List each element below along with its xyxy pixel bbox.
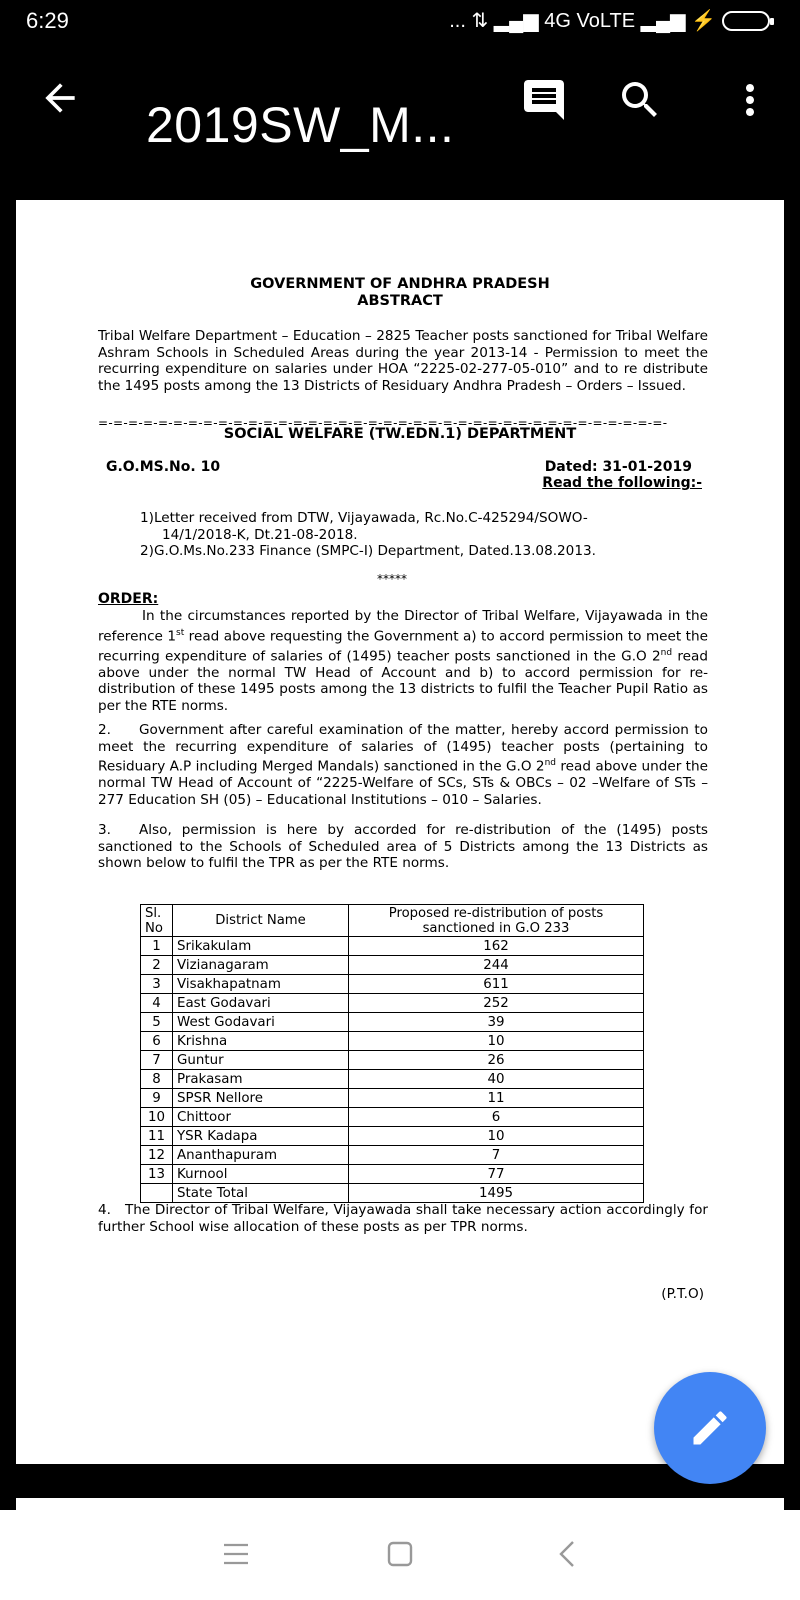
table-row bbox=[141, 937, 644, 956]
table-row bbox=[141, 956, 644, 975]
battery-icon bbox=[722, 11, 770, 31]
navigation-bar bbox=[0, 1510, 800, 1600]
para-2-number: 2. bbox=[98, 722, 111, 738]
row-sl-no: 5 bbox=[141, 1013, 173, 1032]
home-square-icon[interactable] bbox=[380, 1534, 420, 1574]
row-sl-no: 9 bbox=[141, 1089, 173, 1108]
table-row bbox=[141, 1070, 644, 1089]
table-row bbox=[141, 1146, 644, 1165]
row-district-name: West Godavari bbox=[173, 1013, 349, 1032]
para-3-number: 3. bbox=[98, 822, 111, 838]
row-district-name: Guntur bbox=[173, 1051, 349, 1070]
total-value: 1495 bbox=[349, 1184, 644, 1203]
para-2-text-b: read above under the normal TW Head of Account of “2225-Welfare of SCs, STs & OBCs – 02 –Welfare of STs – 277 Education SH (05) – Educational Institutions – 010 – Salaries. bbox=[98, 758, 708, 808]
back-arrow-icon[interactable] bbox=[38, 76, 82, 120]
back-chevron-icon[interactable] bbox=[548, 1534, 588, 1574]
row-posts: 10 bbox=[349, 1127, 644, 1146]
more-vert-icon[interactable] bbox=[726, 76, 774, 124]
table-header-row bbox=[141, 905, 644, 937]
document-title: 2019SW_M... bbox=[146, 97, 455, 153]
row-district-name: Prakasam bbox=[173, 1070, 349, 1089]
total-label: State Total bbox=[173, 1184, 349, 1203]
app-bar bbox=[0, 44, 800, 198]
row-sl-no: 1 bbox=[141, 937, 173, 956]
table-row bbox=[141, 1165, 644, 1184]
department-heading: SOCIAL WELFARE (TW.EDN.1) DEPARTMENT bbox=[223, 426, 577, 442]
row-sl-no: 7 bbox=[141, 1051, 173, 1070]
abstract-text: Tribal Welfare Department – Education – 2825 Teacher posts sanctioned for Tribal Welfare Ashram Schools in Scheduled Areas during the year 2013-14 - Permission to meet the recurring expenditure on salaries under HOA “2225-02-277-05-010” and to re distribute the 1495 posts among the 13 Districts of Residuary Andhra Pradesh – Orders – Issued. bbox=[98, 328, 708, 394]
table-row bbox=[141, 994, 644, 1013]
table-row bbox=[141, 1127, 644, 1146]
row-posts: 244 bbox=[349, 956, 644, 975]
table-body bbox=[141, 937, 644, 1184]
order-p1-text-b: read above requesting the Government a) to accord permission to meet the recurring expenditure of salaries of (1495) teacher posts sanctioned in the G.O 2 bbox=[98, 628, 708, 665]
menu-icon[interactable] bbox=[216, 1534, 256, 1574]
references bbox=[140, 510, 596, 560]
search-icon[interactable] bbox=[616, 76, 664, 124]
row-sl-no: 11 bbox=[141, 1127, 173, 1146]
row-sl-no: 10 bbox=[141, 1108, 173, 1127]
document-page bbox=[16, 200, 784, 1464]
row-district-name: Srikakulam bbox=[173, 937, 349, 956]
row-posts: 6 bbox=[349, 1108, 644, 1127]
status-indicator-text: ... ⇅ ▂▄▆ 4G VoLTE ▂▄▆ ⚡ bbox=[449, 10, 716, 32]
edit-fab-button[interactable] bbox=[654, 1372, 766, 1484]
total-sl-cell bbox=[141, 1184, 173, 1203]
next-page-edge bbox=[16, 1498, 784, 1510]
reference-1: 1)Letter received from DTW, Vijayawada, Rc.No.C-425294/SOWO- bbox=[140, 510, 588, 526]
status-indicators bbox=[449, 8, 770, 33]
para-4-number: 4. bbox=[98, 1202, 111, 1218]
status-bar bbox=[0, 0, 800, 44]
row-district-name: Chittoor bbox=[173, 1108, 349, 1127]
row-posts: 252 bbox=[349, 994, 644, 1013]
header-proposed-posts: Proposed re-distribution of posts sanctioned in G.O 233 bbox=[349, 905, 644, 937]
separator-line: =-=-=-=-=-=-=-=-=-=-=-=-=-=-=-=-=-=-=-=-=-=-=-=-=-=-=-=-=-=-=-=-=-=-=-=-=-=- bbox=[98, 416, 668, 430]
row-district-name: SPSR Nellore bbox=[173, 1089, 349, 1108]
row-posts: 40 bbox=[349, 1070, 644, 1089]
para-4-text: The Director of Tribal Welfare, Vijayawada shall take necessary action accordingly for further School wise allocation of these posts as per TPR norms. bbox=[98, 1202, 708, 1235]
go-date: Dated: 31-01-2019 bbox=[544, 459, 692, 475]
table-row bbox=[141, 975, 644, 994]
order-paragraph-3 bbox=[98, 822, 708, 872]
row-posts: 77 bbox=[349, 1165, 644, 1184]
row-posts: 162 bbox=[349, 937, 644, 956]
order-heading: ORDER: bbox=[98, 591, 159, 607]
row-sl-no: 6 bbox=[141, 1032, 173, 1051]
reference-2: 2)G.O.Ms.No.233 Finance (SMPC-I) Department, Dated.13.08.2013. bbox=[140, 543, 596, 560]
para-2-text-a: Government after careful examination of the matter, hereby accord permission to meet the recurring expenditure of salaries of (1495) teacher posts (pertaining to Residuary A.P including Merged Mandals) sanctioned in the G.O 2 bbox=[98, 722, 708, 775]
row-posts: 39 bbox=[349, 1013, 644, 1032]
table-row bbox=[141, 1032, 644, 1051]
heading-abstract: ABSTRACT bbox=[357, 293, 443, 309]
comment-icon[interactable] bbox=[520, 76, 568, 124]
order-p1-text-c: read above under the normal TW Head of Account and b) to accord permission for re-distribution of these 1495 posts among the 13 districts to fulfil the Teacher Pupil Ratio as per the RTE norms. bbox=[98, 648, 708, 715]
para-3-text: Also, permission is here by accorded for re-distribution of the (1495) posts sanctioned to the Schools of Scheduled area of 5 Districts among the 13 Districts as shown below to fulfil the TPR as per the RTE norms. bbox=[98, 822, 708, 872]
order-p1-sup-1: st bbox=[176, 627, 185, 638]
table-total-row bbox=[141, 1184, 644, 1203]
table-row bbox=[141, 1089, 644, 1108]
row-district-name: YSR Kadapa bbox=[173, 1127, 349, 1146]
row-district-name: East Godavari bbox=[173, 994, 349, 1013]
row-posts: 11 bbox=[349, 1089, 644, 1108]
order-p1-sup-2: nd bbox=[660, 647, 673, 658]
order-paragraph-2 bbox=[98, 722, 708, 809]
row-posts: 7 bbox=[349, 1146, 644, 1165]
pto-label: (P.T.O) bbox=[661, 1286, 704, 1302]
row-sl-no: 3 bbox=[141, 975, 173, 994]
table-row bbox=[141, 1108, 644, 1127]
row-sl-no: 2 bbox=[141, 956, 173, 975]
edit-pencil-icon bbox=[688, 1406, 732, 1450]
stars-divider: ***** bbox=[377, 572, 407, 586]
row-sl-no: 4 bbox=[141, 994, 173, 1013]
heading-government: GOVERNMENT OF ANDHRA PRADESH bbox=[250, 276, 550, 292]
row-district-name: Krishna bbox=[173, 1032, 349, 1051]
row-district-name: Kurnool bbox=[173, 1165, 349, 1184]
row-sl-no: 13 bbox=[141, 1165, 173, 1184]
table-row bbox=[141, 1051, 644, 1070]
row-posts: 611 bbox=[349, 975, 644, 994]
header-sl-no: Sl. No bbox=[141, 905, 173, 937]
row-district-name: Visakhapatnam bbox=[173, 975, 349, 994]
row-posts: 26 bbox=[349, 1051, 644, 1070]
row-posts: 10 bbox=[349, 1032, 644, 1051]
row-district-name: Vizianagaram bbox=[173, 956, 349, 975]
order-p1-text-a: In the circumstances reported by the Director of Tribal Welfare, Vijayawada in the reference 1 bbox=[98, 608, 708, 645]
table-row bbox=[141, 1013, 644, 1032]
read-following: Read the following:- bbox=[542, 475, 702, 491]
go-number: G.O.MS.No. 10 bbox=[106, 459, 221, 475]
para-2-sup: nd bbox=[544, 758, 556, 769]
order-paragraph-4 bbox=[98, 1202, 708, 1235]
order-paragraph-1 bbox=[98, 608, 708, 715]
row-sl-no: 12 bbox=[141, 1146, 173, 1165]
status-time: 6:29 bbox=[26, 8, 69, 33]
reference-1-cont: 14/1/2018-K, Dt.21-08-2018. bbox=[162, 526, 358, 543]
row-sl-no: 8 bbox=[141, 1070, 173, 1089]
header-district-name: District Name bbox=[173, 905, 349, 937]
row-district-name: Ananthapuram bbox=[173, 1146, 349, 1165]
district-allocation-table bbox=[140, 904, 644, 1203]
